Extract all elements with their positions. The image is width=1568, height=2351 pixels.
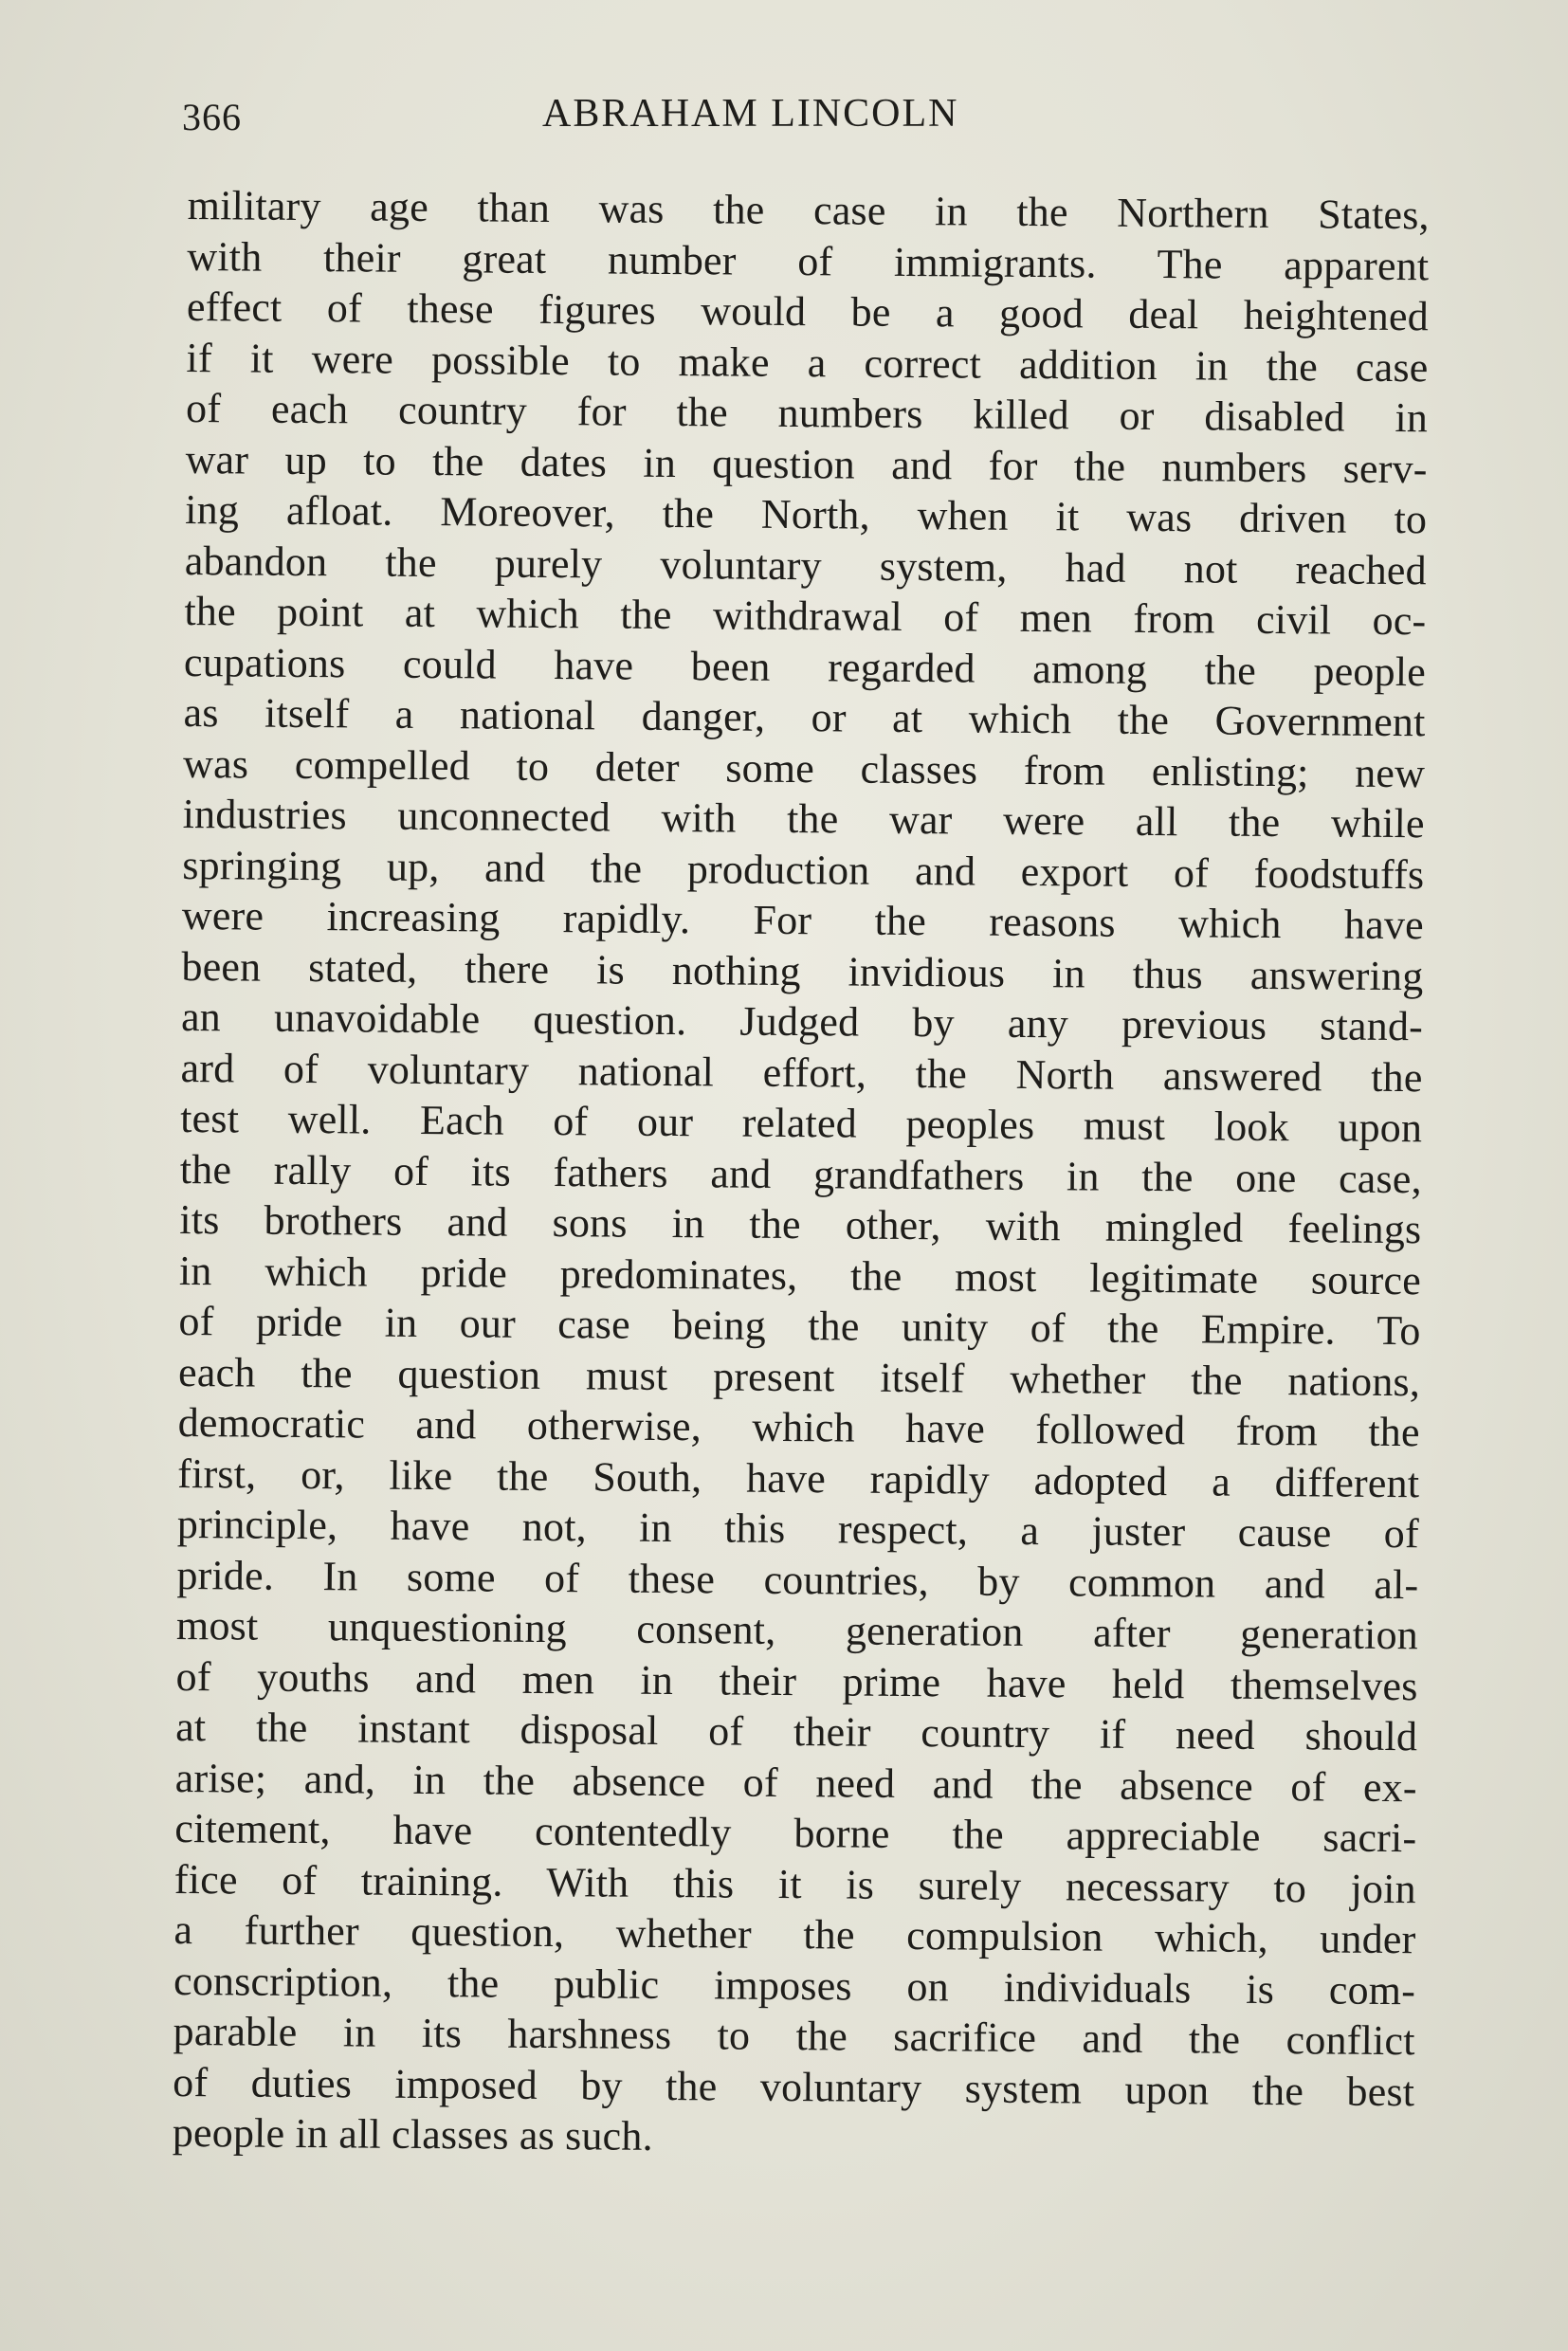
text-line: parable in its harshness to the sacrifice and the conflict: [173, 2007, 1415, 2065]
text-line: effect of these figures would be a good deal heightened: [186, 282, 1430, 340]
text-line: pride. In some of these countries, by common and al-: [176, 1551, 1419, 1608]
text-line: were increasing rapidly. For the reasons which have: [181, 891, 1425, 949]
text-line: each the question must present itself whether the nations,: [177, 1348, 1421, 1405]
text-line: fice of training. With this it is surely necessary to join: [173, 1855, 1417, 1912]
text-line: with their great number of immigrants. The apparent: [187, 232, 1430, 289]
text-line: of duties imposed by the voluntary system upon the best: [173, 2058, 1415, 2115]
text-line: citement, have contentedly borne the appreciable sacri-: [174, 1804, 1417, 1862]
text-line: arise; and, in the absence of need and the absence of ex-: [174, 1754, 1417, 1811]
text-line: an unavoidable question. Judged by any previous stand-: [180, 993, 1424, 1050]
text-line: if it were possible to make a correct addition in the case: [186, 334, 1429, 391]
text-line: abandon the purely voluntary system, had not reached: [184, 537, 1428, 593]
text-line: democratic and otherwise, which have followed from the: [177, 1398, 1420, 1456]
text-line: been stated, there is nothing invidious in thus answering: [181, 942, 1424, 999]
text-line: of each country for the numbers killed or disabled in: [185, 384, 1429, 442]
text-line: first, or, like the South, have rapidly adopted a different: [177, 1449, 1420, 1506]
body-text: [173, 180, 1430, 2168]
text-line: a further question, whether the compulsion which, under: [173, 1905, 1416, 1963]
text-line: war up to the dates in question and for the numbers serv-: [185, 435, 1428, 492]
running-title: ABRAHAM LINCOLN: [542, 92, 959, 136]
text-line: most unquestioning consent, generation after generation: [175, 1601, 1419, 1659]
text-line: industries unconnected with the war were all the while: [182, 790, 1425, 847]
running-head: [182, 92, 1443, 152]
text-line: conscription, the public imposes on individuals is com-: [173, 1957, 1416, 2014]
page-number: 366: [182, 96, 242, 138]
text-line: test well. Each of our related peoples must look upon: [180, 1094, 1423, 1152]
text-line: principle, have not, in this respect, a juster cause of: [176, 1500, 1420, 1558]
text-line: as itself a national danger, or at which the Government: [183, 688, 1426, 746]
text-line: at the instant disposal of their country if need should: [174, 1703, 1418, 1760]
text-line: ing afloat. Moreover, the North, when it was driven to: [185, 485, 1428, 543]
text-line: its brothers and sons in the other, with mingled feelings: [179, 1195, 1422, 1253]
text-line: of youths and men in their prime have held themselves: [175, 1652, 1418, 1709]
text-line: springing up, and the production and export of foodstuffs: [182, 841, 1425, 898]
text-line: in which pride predominates, the most legitimate source: [178, 1247, 1422, 1303]
text-line: of pride in our case being the unity of the Empire. To: [178, 1297, 1421, 1355]
text-line: was compelled to deter some classes from enlisting; new: [182, 739, 1426, 796]
text-line: cupations could have been regarded among the people: [183, 638, 1427, 695]
text-line: the point at which the withdrawal of men from civil oc-: [184, 587, 1427, 645]
text-line: the rally of its fathers and grandfathers in the one case,: [179, 1145, 1422, 1202]
text-line: people in all classes as such.: [172, 2108, 653, 2160]
text-line: military age than was the case in the Northern States,: [187, 181, 1430, 239]
text-line: ard of voluntary national effort, the North answered the: [180, 1044, 1423, 1101]
